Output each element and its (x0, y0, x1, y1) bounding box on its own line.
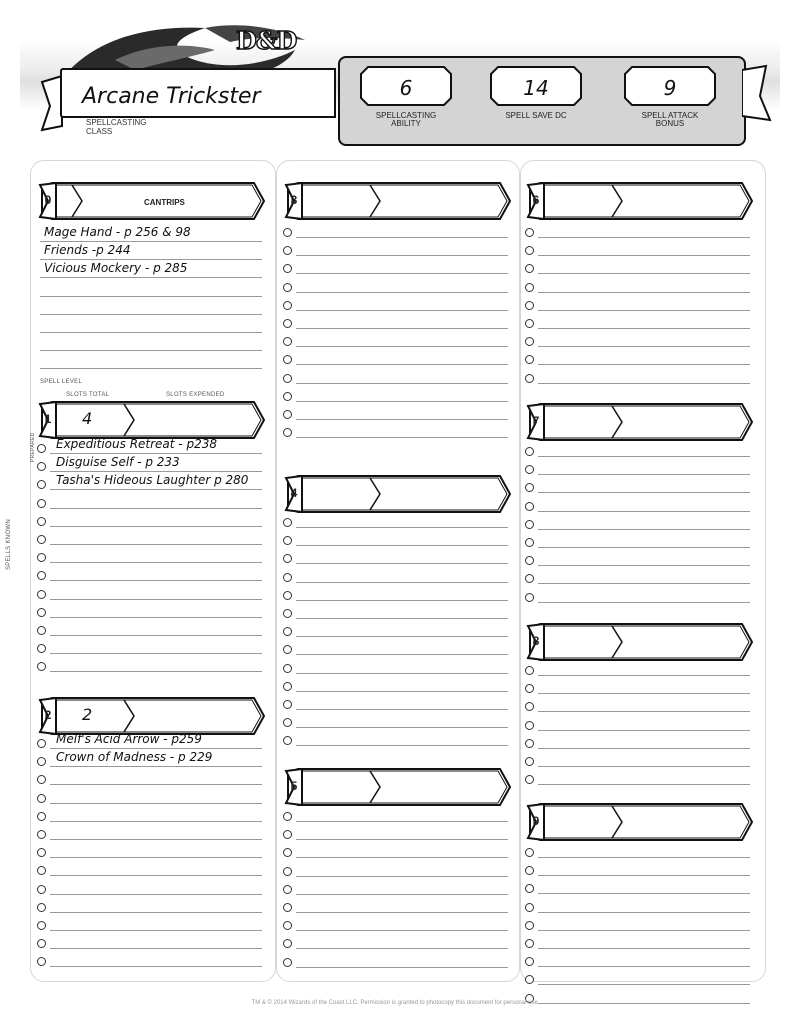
level-8-header (526, 622, 754, 662)
column-right (520, 160, 766, 982)
prepared-checkbox[interactable] (37, 644, 46, 653)
prepared-checkbox[interactable] (37, 830, 46, 839)
spell-line[interactable] (296, 401, 508, 402)
prepared-checkbox[interactable] (37, 480, 46, 489)
spell-line[interactable] (296, 912, 508, 913)
spell-line[interactable] (50, 562, 262, 563)
prepared-checkbox[interactable] (283, 301, 292, 310)
spell-line[interactable] (296, 930, 508, 931)
spell-line[interactable] (538, 383, 750, 384)
prepared-checkbox[interactable] (283, 428, 292, 437)
prepared-checkbox[interactable] (525, 465, 534, 474)
spell-line[interactable] (296, 600, 508, 601)
prepared-checkbox[interactable] (283, 536, 292, 545)
prepared-checkbox[interactable] (283, 830, 292, 839)
level-1-header (38, 400, 266, 440)
spell-line[interactable] (40, 259, 262, 260)
spell-line[interactable] (296, 857, 508, 858)
spell-save-dc-value: 14 (523, 76, 549, 100)
level-6-number: 6 (532, 193, 540, 207)
prepared-checkbox[interactable] (525, 319, 534, 328)
spell-line[interactable] (538, 602, 750, 603)
prepared-checkbox[interactable] (37, 517, 46, 526)
prepared-checkbox[interactable] (283, 374, 292, 383)
spell-line[interactable] (50, 653, 262, 654)
spell-line[interactable] (40, 277, 262, 278)
spell-line[interactable] (40, 314, 262, 315)
level-2-slots-total[interactable]: 2 (82, 705, 93, 724)
prepared-checkbox[interactable] (525, 246, 534, 255)
spellcasting-ability-label: SPELLCASTING ABILITY (375, 111, 437, 128)
spell-entry: Expeditious Retreat - p238 (56, 437, 217, 451)
prepared-checkbox[interactable] (283, 885, 292, 894)
prepared-checkbox[interactable] (525, 574, 534, 583)
spell-line[interactable] (50, 508, 262, 509)
prepared-checkbox[interactable] (283, 264, 292, 273)
prepared-checkbox[interactable] (37, 866, 46, 875)
prepared-checkbox[interactable] (37, 939, 46, 948)
prepared-checkbox[interactable] (37, 757, 46, 766)
spell-line[interactable] (296, 437, 508, 438)
prepared-checkbox[interactable] (283, 812, 292, 821)
spell-line[interactable] (296, 967, 508, 968)
prepared-checkbox[interactable] (283, 627, 292, 636)
spell-line[interactable] (296, 292, 508, 293)
spell-line[interactable] (296, 709, 508, 710)
level-9-header (526, 802, 754, 842)
spell-line[interactable] (296, 654, 508, 655)
spell-line[interactable] (538, 930, 750, 931)
spell-line[interactable] (50, 803, 262, 804)
column-left (30, 160, 276, 982)
spell-line[interactable] (50, 948, 262, 949)
spell-line[interactable] (296, 636, 508, 637)
level-8-number: 8 (532, 634, 540, 648)
spell-line[interactable] (538, 456, 750, 457)
spell-attack-bonus-label: SPELL ATTACK BONUS (641, 111, 699, 128)
prepared-checkbox[interactable] (283, 319, 292, 328)
level-4-number: 4 (290, 486, 298, 500)
level-7-number: 7 (532, 414, 540, 428)
spell-line[interactable] (50, 748, 262, 749)
prepared-checkbox[interactable] (525, 264, 534, 273)
level-5-number: 5 (290, 779, 298, 793)
slots-expended-label: SLOTS EXPENDED (166, 392, 225, 398)
spell-line[interactable] (538, 966, 750, 967)
spell-line[interactable] (50, 580, 262, 581)
spell-line[interactable] (538, 237, 750, 238)
prepared-checkbox[interactable] (525, 848, 534, 857)
prepared-checkbox[interactable] (283, 283, 292, 292)
footer-copyright: TM & © 2014 Wizards of the Coast LLC. Permission is granted to photocopy this document for personal use. (251, 1000, 540, 1006)
spell-line[interactable] (296, 310, 508, 311)
prepared-checkbox[interactable] (37, 626, 46, 635)
spell-line[interactable] (50, 857, 262, 858)
spellcasting-class-value: Arcane Trickster (82, 84, 261, 109)
prepared-checkbox[interactable] (37, 571, 46, 580)
scroll-end-icon (742, 62, 772, 124)
spellcasting-class-label: SPELLCASTING CLASS (86, 118, 147, 136)
spell-line[interactable] (538, 310, 750, 311)
spell-entry: Melf's Acid Arrow - p259 (56, 732, 202, 746)
spell-line[interactable] (296, 545, 508, 546)
spell-line[interactable] (538, 328, 750, 329)
spell-line[interactable] (50, 784, 262, 785)
spell-line[interactable] (538, 784, 750, 785)
spell-line[interactable] (296, 328, 508, 329)
spell-line[interactable] (296, 948, 508, 949)
spell-line[interactable] (296, 527, 508, 528)
prepared-checkbox[interactable] (283, 903, 292, 912)
spell-line[interactable] (296, 618, 508, 619)
spell-save-dc-label: SPELL SAVE DC (505, 111, 567, 120)
prepared-checkbox[interactable] (525, 593, 534, 602)
prepared-checkbox[interactable] (283, 921, 292, 930)
prepared-checkbox[interactable] (283, 718, 292, 727)
spell-line[interactable] (50, 875, 262, 876)
prepared-checkbox[interactable] (283, 392, 292, 401)
prepared-checkbox[interactable] (525, 556, 534, 565)
prepared-checkbox[interactable] (283, 609, 292, 618)
prepared-checkbox[interactable] (525, 502, 534, 511)
spell-line[interactable] (538, 748, 750, 749)
prepared-checkbox[interactable] (525, 939, 534, 948)
cantrips-label: CANTRIPS (144, 198, 185, 207)
prepared-checkbox[interactable] (283, 664, 292, 673)
spell-line[interactable] (50, 930, 262, 931)
prepared-checkbox[interactable] (283, 518, 292, 527)
spell-line[interactable] (40, 332, 262, 333)
prepared-checkbox[interactable] (37, 662, 46, 671)
prepared-checkbox[interactable] (525, 374, 534, 383)
spell-line[interactable] (538, 711, 750, 712)
spell-line[interactable] (296, 364, 508, 365)
spell-line[interactable] (296, 894, 508, 895)
spell-line[interactable] (50, 526, 262, 527)
column-middle (276, 160, 520, 982)
prepared-checkbox[interactable] (37, 535, 46, 544)
prepared-checkbox[interactable] (37, 739, 46, 748)
spell-line[interactable] (296, 346, 508, 347)
prepared-checkbox[interactable] (283, 228, 292, 237)
prepared-checkbox[interactable] (283, 645, 292, 654)
prepared-checkbox[interactable] (283, 958, 292, 967)
spell-line[interactable] (50, 966, 262, 967)
spell-line[interactable] (538, 364, 750, 365)
prepared-checkbox[interactable] (525, 921, 534, 930)
spell-line[interactable] (296, 839, 508, 840)
spell-entry: Friends -p 244 (44, 243, 131, 257)
spell-line[interactable] (538, 255, 750, 256)
prepared-checkbox[interactable] (525, 684, 534, 693)
prepared-checkbox[interactable] (37, 921, 46, 930)
prepared-checkbox[interactable] (37, 957, 46, 966)
spell-level-label: SPELL LEVEL (40, 379, 83, 385)
spell-line[interactable] (50, 544, 262, 545)
spell-line[interactable] (538, 474, 750, 475)
spell-line[interactable] (296, 745, 508, 746)
prepared-checkbox[interactable] (525, 721, 534, 730)
spell-line[interactable] (296, 876, 508, 877)
prepared-checkbox[interactable] (525, 757, 534, 766)
spell-line[interactable] (538, 583, 750, 584)
spell-line[interactable] (538, 292, 750, 293)
prepared-checkbox[interactable] (283, 246, 292, 255)
prepared-checkbox[interactable] (283, 355, 292, 364)
prepared-checkbox[interactable] (37, 444, 46, 453)
level-4-header (284, 474, 512, 514)
level-1-slots-total[interactable]: 4 (82, 409, 93, 428)
level-2-header (38, 696, 266, 736)
slots-total-label: SLOTS TOTAL (66, 392, 110, 398)
spell-line[interactable] (50, 894, 262, 895)
prepared-checkbox[interactable] (283, 848, 292, 857)
spell-line[interactable] (296, 255, 508, 256)
spell-entry: Tasha's Hideous Laughter p 280 (56, 473, 249, 487)
prepared-checkbox[interactable] (37, 608, 46, 617)
spell-line[interactable] (538, 912, 750, 913)
prepared-checkbox[interactable] (525, 483, 534, 492)
spell-line[interactable] (296, 383, 508, 384)
spell-line[interactable] (296, 727, 508, 728)
spell-line[interactable] (538, 948, 750, 949)
prepared-checkbox[interactable] (37, 499, 46, 508)
spell-line[interactable] (538, 273, 750, 274)
spell-line[interactable] (296, 273, 508, 274)
prepared-checkbox[interactable] (283, 736, 292, 745)
spell-line[interactable] (40, 350, 262, 351)
level-7-header (526, 402, 754, 442)
spell-line[interactable] (40, 368, 262, 369)
prepared-checkbox[interactable] (283, 337, 292, 346)
prepared-checkbox[interactable] (525, 228, 534, 237)
spell-line[interactable] (50, 635, 262, 636)
prepared-checkbox[interactable] (525, 283, 534, 292)
spell-line[interactable] (538, 346, 750, 347)
prepared-checkbox[interactable] (525, 903, 534, 912)
spell-line[interactable] (296, 237, 508, 238)
spell-line[interactable] (296, 673, 508, 674)
spell-line[interactable] (538, 693, 750, 694)
spell-line[interactable] (538, 875, 750, 876)
spell-line[interactable] (296, 419, 508, 420)
prepared-checkbox[interactable] (283, 939, 292, 948)
prepared-checkbox[interactable] (283, 682, 292, 691)
spell-line[interactable] (40, 296, 262, 297)
prepared-checkbox[interactable] (37, 903, 46, 912)
spell-line[interactable] (50, 671, 262, 672)
prepared-checkbox[interactable] (37, 848, 46, 857)
prepared-checkbox[interactable] (37, 885, 46, 894)
spell-attack-bonus-value: 9 (663, 76, 677, 100)
spell-entry: Crown of Madness - p 229 (56, 750, 213, 764)
prepared-checkbox[interactable] (283, 410, 292, 419)
prepared-checkbox[interactable] (525, 520, 534, 529)
prepared-checkbox[interactable] (525, 702, 534, 711)
prepared-checkbox[interactable] (525, 301, 534, 310)
spell-entry: Mage Hand - p 256 & 98 (44, 225, 191, 239)
spell-line[interactable] (50, 617, 262, 618)
prepared-checkbox[interactable] (525, 884, 534, 893)
spell-line[interactable] (50, 489, 262, 490)
spell-line[interactable] (50, 912, 262, 913)
spell-line[interactable] (296, 582, 508, 583)
prepared-checkbox[interactable] (37, 553, 46, 562)
spell-line[interactable] (538, 565, 750, 566)
spell-line[interactable] (538, 766, 750, 767)
prepared-checkbox[interactable] (525, 957, 534, 966)
dnd-logo: D&D (236, 26, 297, 55)
level-1-number: 1 (44, 412, 52, 426)
prepared-checkbox[interactable] (525, 447, 534, 456)
level-0-number: 0 (44, 193, 52, 207)
spell-line[interactable] (40, 241, 262, 242)
prepared-checkbox[interactable] (37, 794, 46, 803)
spell-line[interactable] (50, 821, 262, 822)
spell-entry: Vicious Mockery - p 285 (44, 261, 188, 275)
spell-line[interactable] (538, 893, 750, 894)
prepared-checkbox[interactable] (37, 812, 46, 821)
level-5-header (284, 767, 512, 807)
spell-line[interactable] (538, 730, 750, 731)
spell-line[interactable] (296, 821, 508, 822)
prepared-checkbox[interactable] (525, 666, 534, 675)
prepared-checkbox[interactable] (525, 775, 534, 784)
prepared-checkbox[interactable] (525, 975, 534, 984)
prepared-checkbox[interactable] (283, 591, 292, 600)
spell-line[interactable] (50, 766, 262, 767)
spell-line[interactable] (538, 675, 750, 676)
prepared-checkbox[interactable] (37, 775, 46, 784)
spell-line[interactable] (538, 529, 750, 530)
spell-line[interactable] (538, 547, 750, 548)
spell-line[interactable] (296, 563, 508, 564)
spell-line[interactable] (50, 839, 262, 840)
prepared-checkbox[interactable] (525, 355, 534, 364)
prepared-checkbox[interactable] (283, 867, 292, 876)
prepared-checkbox[interactable] (525, 739, 534, 748)
spell-line[interactable] (50, 471, 262, 472)
prepared-checkbox[interactable] (37, 590, 46, 599)
prepared-checkbox[interactable] (525, 538, 534, 547)
level-6-header (526, 181, 754, 221)
prepared-checkbox[interactable] (525, 866, 534, 875)
spell-line[interactable] (50, 599, 262, 600)
prepared-checkbox[interactable] (283, 573, 292, 582)
prepared-checkbox[interactable] (283, 554, 292, 563)
level-2-number: 2 (44, 708, 52, 722)
spell-line[interactable] (538, 511, 750, 512)
spell-line[interactable] (50, 453, 262, 454)
prepared-checkbox[interactable] (37, 462, 46, 471)
spell-line[interactable] (538, 857, 750, 858)
spells-known-label: SPELLS KNOWN (6, 519, 12, 570)
prepared-checkbox[interactable] (283, 700, 292, 709)
level-9-number: 9 (532, 814, 540, 828)
prepared-checkbox[interactable] (525, 337, 534, 346)
spell-line[interactable] (538, 984, 750, 985)
level-3-number: 3 (290, 193, 298, 207)
prepared-label: PREPARED (30, 432, 36, 462)
spell-entry: Disguise Self - p 233 (56, 455, 180, 469)
level-3-header (284, 181, 512, 221)
spellcasting-ability-value: 6 (399, 76, 413, 100)
spell-line[interactable] (538, 492, 750, 493)
spell-line[interactable] (296, 691, 508, 692)
